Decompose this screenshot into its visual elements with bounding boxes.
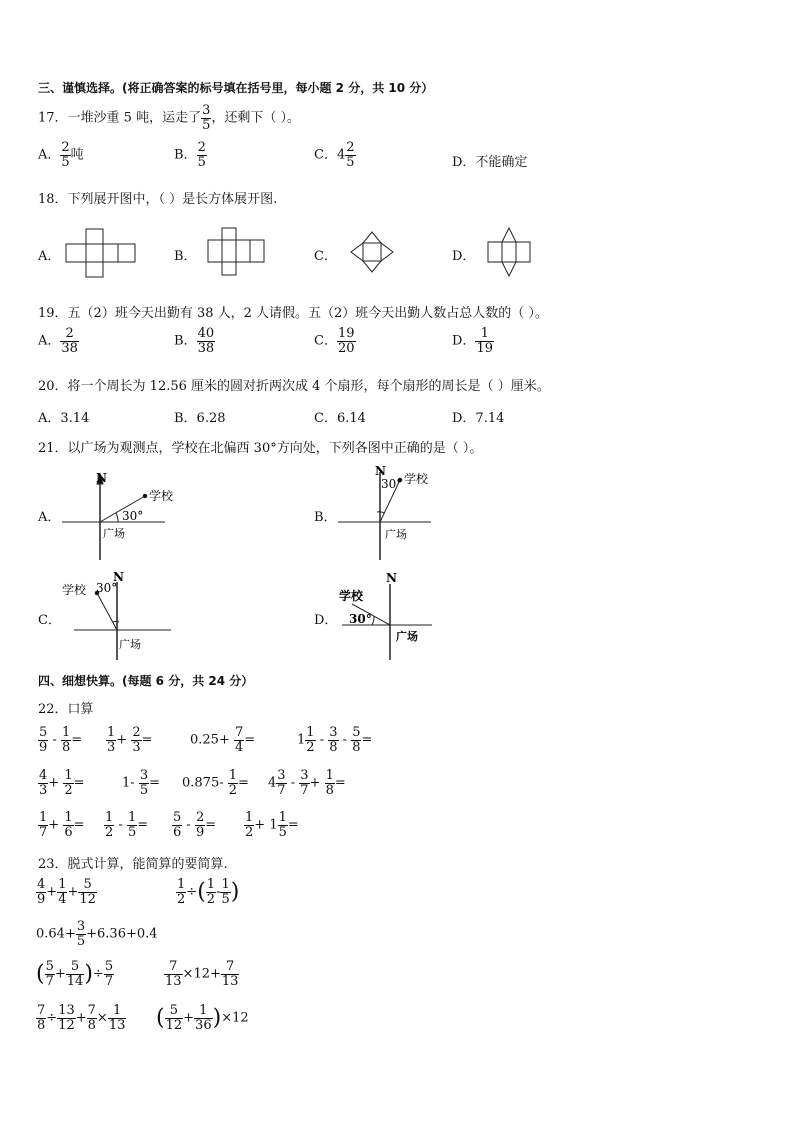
q19-option-a: A． $\frac{2}{38}$ [38, 326, 78, 356]
q22-expr-5: $\frac{4}{3}$ + $\frac{1}{2}$ = [39, 768, 85, 798]
q21-option-b-label: B． [314, 510, 337, 525]
section-4-title: 四、细想快算。(每题 6 分，共 24 分） [38, 674, 254, 688]
north-label: N [96, 471, 107, 485]
fraction: $\frac{3}{5}$ [202, 103, 211, 133]
q22-expr-2: $\frac{1}{3}$ + $\frac{2}{3}$ = [107, 725, 153, 755]
question-21: 21．以广场为观测点，学校在北偏西 30°方向处，下列各图中正确的是（ ）。 [38, 441, 483, 456]
q23-expr-7: ( $\frac{5}{12}$ + $\frac{1}{36}$ )×12 [156, 1003, 249, 1033]
square-label: 广场 [119, 638, 141, 651]
q23-expr-3: 0.64+ $\frac{3}{5}$ +6.36+0.4 [36, 919, 158, 949]
q23-expr-5: $\frac{7}{13}$ ×12+ $\frac{7}{13}$ [165, 959, 239, 989]
north-label: N [375, 464, 386, 478]
q22-expr-10: $\frac{1}{2}$ - $\frac{1}{5}$ = [105, 810, 149, 840]
q23-expr-2: $\frac{1}{2}$ ÷( $\frac{1}{2}$ - $\frac{1}{5}$ ) [177, 877, 240, 907]
angle-label: 30° [349, 612, 372, 626]
square-label: 广场 [385, 528, 407, 541]
q20-option-a: A．3.14 [38, 411, 90, 426]
q19-option-c: C． $\frac{19}{20}$ [314, 326, 355, 356]
q23-expr-4: ( $\frac{5}{7}$ + $\frac{5}{14}$ )÷ $\frac{5}{7}$ [36, 959, 114, 989]
q19-option-d: D． $\frac{1}{19}$ [452, 326, 493, 356]
q17-stem: 17．一堆沙重 5 吨，运走了 [38, 110, 202, 126]
angle-label: 30° [381, 477, 403, 491]
school-label: 学校 [404, 472, 429, 486]
q17-stem-end: ，还剩下（ ）。 [211, 110, 300, 126]
q18-option-b-label: B． [174, 249, 197, 264]
q22-expr-1: $\frac{5}{9}$ - $\frac{1}{8}$ = [39, 725, 83, 755]
q23-expr-6: $\frac{7}{8}$ ÷ $\frac{13}{12}$ + $\frac{7}{8}$ × $\frac{1}{13}$ [37, 1003, 126, 1033]
question-19: 19．五（2）班今天出勤有 38 人，2 人请假。五（2）班今天出勤人数占总人数的（ ）。 [38, 306, 548, 321]
question-18: 18．下列展开图中，（ ）是长方体展开图. [38, 192, 278, 207]
q21-option-d-label: D． [314, 613, 338, 628]
q17-option-a: A． $\frac{2}{5}$ 吨 [38, 140, 84, 170]
diagram-a [62, 474, 165, 560]
question-22: 22．口算 [38, 702, 94, 717]
north-label: N [113, 570, 124, 584]
question-23: 23．脱式计算，能简算的要简算. [38, 857, 228, 872]
q22-expr-6: 1- $\frac{3}{5}$ = [122, 768, 160, 798]
q18-option-c-label: C． [314, 249, 337, 264]
q17-option-b: B． $\frac{2}{5}$ [174, 140, 206, 170]
q18-option-a-label: A． [38, 249, 61, 264]
school-label: 学校 [339, 589, 364, 603]
q22-expr-7: 0.875- $\frac{1}{2}$ = [182, 768, 249, 798]
north-label: N [386, 571, 397, 585]
q17-option-c: C．4 $\frac{2}{5}$ [314, 140, 355, 170]
square-label: 广场 [396, 630, 418, 643]
q21-option-c-label: C． [38, 613, 61, 628]
q18-option-d-label: D． [452, 249, 476, 264]
q20-option-d: D．7.14 [452, 411, 505, 426]
square-label: 广场 [103, 527, 125, 540]
q22-expr-3: 0.25+ $\frac{7}{4}$ = [190, 725, 256, 755]
q22-expr-8: 4 $\frac{3}{7}$ - $\frac{3}{7}$ + $\frac{1}{8}$ = [268, 768, 346, 798]
q22-expr-4: 1 $\frac{1}{2}$ - $\frac{3}{8}$ - $\frac{5}{8}$ = [297, 725, 373, 755]
question-20: 20．将一个周长为 12.56 厘米的圆对折两次成 4 个扇形，每个扇形的周长是（ ）厘米。 [38, 379, 550, 394]
q21-option-a-label: A． [38, 510, 61, 525]
section-3-title: 三、谨慎选择。(将正确答案的标号填在括号里，每小题 2 分，共 10 分） [38, 81, 434, 95]
q22-expr-12: $\frac{1}{2}$ + 1 $\frac{1}{5}$ = [245, 810, 299, 840]
q23-expr-1: $\frac{4}{9}$ + $\frac{1}{4}$ + $\frac{5}{12}$ [37, 877, 96, 907]
q22-expr-9: $\frac{1}{7}$ + $\frac{1}{6}$ = [39, 810, 85, 840]
q22-expr-11: $\frac{5}{6}$ - $\frac{2}{9}$ = [173, 810, 217, 840]
school-label: 学校 [149, 489, 174, 503]
q20-option-c: C．6.14 [314, 411, 366, 426]
angle-label: 30° [122, 509, 144, 523]
q19-option-b: B． $\frac{40}{38}$ [174, 326, 215, 356]
q17-option-d: D．不能确定 [452, 155, 528, 170]
angle-label: 30° [96, 581, 118, 595]
school-label: 学校 [62, 583, 87, 597]
q20-option-b: B．6.28 [174, 411, 226, 426]
